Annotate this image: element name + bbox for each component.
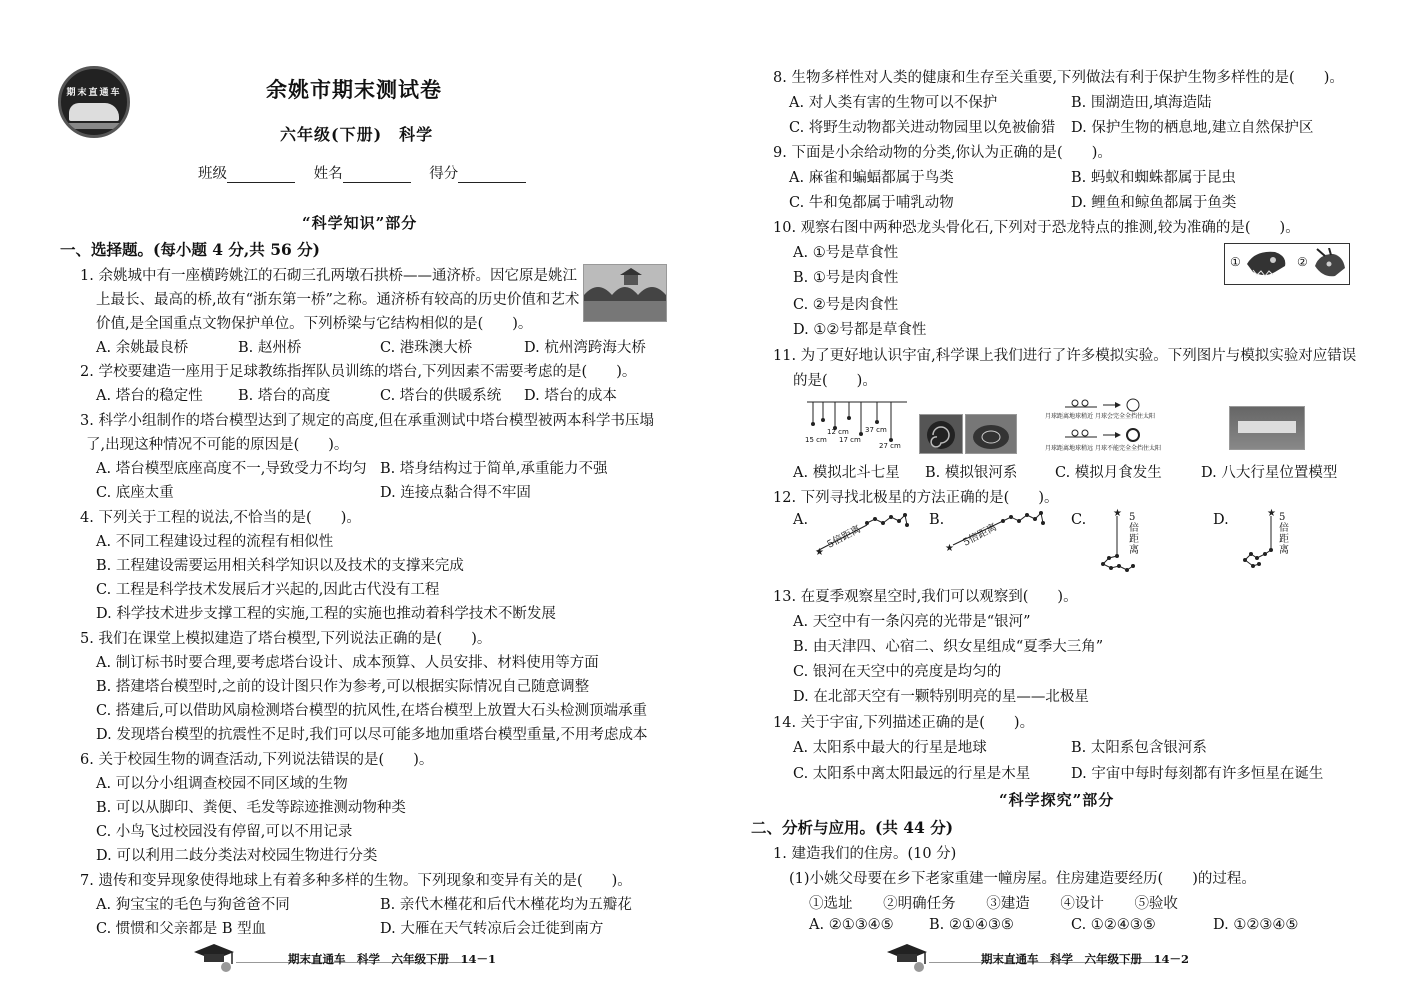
q2-option-d[interactable]: D. 塔台的成本 (524, 388, 617, 404)
svg-text:★: ★ (945, 543, 954, 554)
q12-option-c[interactable]: C. (1071, 512, 1087, 528)
dinosaur-skull-figure (1224, 243, 1350, 285)
step-1: ①选址 (809, 896, 853, 912)
logo-text: 期末直通车 (66, 88, 122, 98)
q14-option-c[interactable]: C. 太阳系中离太阳最远的行星是木星 (793, 766, 1031, 782)
q12-a-distance-label: 5倍距离 (825, 523, 863, 551)
q7-option-d[interactable]: D. 大雁在天气转凉后会迁徙到南方 (380, 921, 604, 937)
dist-label-3: 17 cm (839, 436, 861, 444)
lunar-eclipse-figure (1045, 395, 1162, 455)
bridge-photo (583, 264, 667, 322)
q4-option-a[interactable]: A. 不同工程建设过程的流程有相似性 (96, 534, 334, 550)
eclipse-label-2: 月球会完全全挡住太阳 (1095, 413, 1156, 420)
q11-option-c[interactable]: C. 模拟月食发生 (1055, 465, 1162, 481)
q3-option-b[interactable]: B. 塔身结构过于简单,承重能力不强 (380, 461, 608, 477)
q13-option-c[interactable]: C. 银河在天空中的亮度是均匀的 (793, 664, 1002, 680)
bridge-image-icon (584, 265, 666, 321)
q11-option-b[interactable]: B. 模拟银河系 (925, 465, 1018, 481)
part1-heading: 一、选择题。(每小题 4 分,共 56 分) (60, 240, 321, 259)
q6-stem: 6. 关于校园生物的调查活动,下列说法错误的是( )。 (80, 752, 434, 768)
planet-model-photo (1229, 406, 1305, 450)
q5-option-a[interactable]: A. 制订标书时要合理,要考虑塔台设计、成本预算、人员安排、材料使用等方面 (96, 655, 599, 671)
q1-option-a[interactable]: A. 余姚最良桥 (96, 340, 189, 356)
galaxy-model-photo-2 (965, 414, 1017, 454)
eclipse-label-1: 月球距离地球稍近 (1045, 413, 1094, 420)
q9-option-a[interactable]: A. 麻雀和蝙蝠都属于鸟类 (789, 170, 954, 186)
eclipse-label-3: 月球距离地球稍远 (1045, 445, 1094, 452)
q11-option-a[interactable]: A. 模拟北斗七星 (793, 465, 900, 481)
svg-text:★: ★ (1113, 508, 1122, 519)
score-blank[interactable] (458, 168, 526, 183)
part2-heading: 二、分析与应用。(共 44 分) (751, 818, 954, 837)
q3-option-d[interactable]: D. 连接点黏合得不牢固 (380, 485, 531, 501)
step-2: ②明确任务 (883, 896, 956, 912)
dist-label-2: 12 cm (827, 428, 849, 436)
q10-option-c[interactable]: C. ②号是肉食性 (793, 297, 899, 313)
q5-stem: 5. 我们在课堂上模拟建造了塔台模型,下列说法正确的是( )。 (80, 631, 492, 647)
polaris-method-b-figure (943, 505, 1053, 561)
q7-option-b[interactable]: B. 亲代木槿花和后代木槿花均为五瓣花 (380, 897, 632, 913)
q14-stem: 14. 关于宇宙,下列描述正确的是( )。 (773, 715, 1035, 731)
q2-option-a[interactable]: A. 塔台的稳定性 (96, 388, 203, 404)
b1-option-d[interactable]: D. ①②③④⑤ (1213, 917, 1299, 933)
footer-right: 期末直通车 科学 六年级下册 14－2 (981, 952, 1190, 966)
q10-option-b[interactable]: B. ①号是肉食性 (793, 270, 899, 286)
q3-option-a[interactable]: A. 塔台模型底座高度不一,导致受力不均匀 (96, 461, 367, 477)
b1-option-c[interactable]: C. ①②④③⑤ (1071, 917, 1156, 933)
dist-label-5: 27 cm (879, 442, 901, 450)
q6-option-c[interactable]: C. 小鸟飞过校园没有停留,可以不用记录 (96, 824, 353, 840)
section-inquiry-title: “科学探究”部分 (999, 791, 1115, 809)
q6-option-a[interactable]: A. 可以分小组调查校园不同区域的生物 (96, 776, 348, 792)
q10-option-d[interactable]: D. ①②号都是草食性 (793, 322, 927, 338)
student-fields (198, 162, 540, 183)
q12-stem: 12. 下列寻找北极星的方法正确的是( )。 (773, 490, 1059, 506)
triceratops-skull-icon (1311, 248, 1347, 280)
graduation-cap-icon-right (883, 940, 933, 974)
q3-option-c[interactable]: C. 底座太重 (96, 485, 174, 501)
right-page (707, 0, 1415, 1000)
q11-line2: 的是( )。 (793, 373, 877, 389)
track-decoration (61, 123, 130, 129)
b1-option-b[interactable]: B. ②①④③⑤ (929, 917, 1014, 933)
logo-badge (58, 66, 130, 138)
q12-option-a[interactable]: A. (793, 512, 809, 528)
dist-label-4: 37 cm (865, 426, 887, 434)
q1-line2: 上最长、最高的桥,故有“浙东第一桥”之称。通济桥有较高的历史价值和艺术 (96, 292, 580, 308)
q8-stem: 8. 生物多样性对人类的健康和生存至关重要,下列做法有利于保护生物多样性的是( )。 (773, 70, 1344, 86)
q3-line1: 3. 科学小组制作的塔台模型达到了规定的高度,但在承重测试中塔台模型被两本科学书压塌 (80, 413, 655, 429)
eclipse-label-4: 月球不能完全全挡住太阳 (1095, 445, 1162, 452)
q1-option-d[interactable]: D. 杭州湾跨海大桥 (524, 340, 646, 356)
q12-option-d[interactable]: D. (1213, 512, 1229, 528)
q4-option-b[interactable]: B. 工程建设需要运用相关科学知识以及技术的支撑来完成 (96, 558, 464, 574)
q9-stem: 9. 下面是小余给动物的分类,你认为正确的是( )。 (773, 145, 1112, 161)
q5-option-d[interactable]: D. 发现塔台模型的抗震性不足时,我们可以尽可能多地加重塔台模型重量,不用考虑成本 (96, 727, 648, 743)
svg-text:★: ★ (815, 547, 824, 558)
b1-heading: 1. 建造我们的住房。(10 分) (773, 846, 957, 862)
step-4: ④设计 (1060, 896, 1104, 912)
paper-strip (1238, 421, 1296, 433)
q9-option-b[interactable]: B. 蚂蚁和蜘蛛都属于昆虫 (1071, 170, 1236, 186)
galaxy-model-photo-1 (919, 414, 963, 454)
exam-subtitle: 六年级(下册) 科学 (280, 125, 434, 144)
q8-option-c[interactable]: C. 将野生动物都关进动物园里以免被偷猎 (789, 120, 1056, 136)
q6-option-d[interactable]: D. 可以利用二歧分类法对校园生物进行分类 (96, 848, 378, 864)
field-name-label: 姓名 (313, 166, 343, 182)
q11-line1: 11. 为了更好地认识宇宙,科学课上我们进行了许多模拟实验。下列图片与模拟实验对应错误 (773, 348, 1357, 364)
q12-d-distance-label: 5倍距离 (1279, 512, 1289, 556)
section-knowledge-title: “科学知识”部分 (302, 214, 418, 232)
q13-stem: 13. 在夏季观察星空时,我们可以观察到( )。 (773, 589, 1078, 605)
q9-option-d[interactable]: D. 鲤鱼和鲸鱼都属于鱼类 (1071, 195, 1237, 211)
q8-option-a[interactable]: A. 对人类有害的生物可以不保护 (789, 95, 998, 111)
big-dipper-model-figure (805, 398, 909, 450)
field-class-label: 班级 (198, 166, 227, 182)
svg-text:★: ★ (1267, 508, 1276, 519)
q4-option-c[interactable]: C. 工程是科学技术发展后才兴起的,因此古代没有工程 (96, 582, 440, 598)
q11-option-d[interactable]: D. 八大行星位置模型 (1201, 465, 1338, 481)
q4-option-d[interactable]: D. 科学技术进步支撑工程的实施,工程的实施也推动着科学技术不断发展 (96, 606, 556, 622)
q6-option-b[interactable]: B. 可以从脚印、粪便、毛发等踪迹推测动物种类 (96, 800, 406, 816)
q4-stem: 4. 下列关于工程的说法,不恰当的是( )。 (80, 510, 361, 526)
q12-b-distance-label: 5倍距离 (961, 521, 999, 549)
fossil-mark-1: ① (1230, 255, 1241, 269)
spiral-icon (920, 415, 962, 453)
exam-title: 余姚市期末测试卷 (266, 77, 442, 102)
q10-stem: 10. 观察右图中两种恐龙头骨化石,下列对于恐龙特点的推测,较为准确的是( )。 (773, 220, 1300, 236)
q1-line3: 价值,是全国重点文物保护单位。下列桥梁与它结构相似的是( )。 (96, 316, 533, 332)
q13-option-d[interactable]: D. 在北部天空有一颗特别明亮的星——北极星 (793, 689, 1089, 705)
b1-sub1-stem: (1)小姚父母要在乡下老家重建一幢房屋。住房建造要经历( )的过程。 (789, 871, 1256, 887)
b1-option-a[interactable]: A. ②①③④⑤ (809, 917, 894, 933)
q14-option-a[interactable]: A. 太阳系中最大的行星是地球 (793, 740, 987, 756)
field-score-label: 得分 (429, 166, 459, 182)
footer-left: 期末直通车 科学 六年级下册 14－1 (288, 952, 497, 966)
q2-option-b[interactable]: B. 塔台的高度 (238, 388, 331, 404)
b1-steps (809, 892, 1178, 913)
q12-c-distance-label: 5倍距离 (1129, 512, 1139, 556)
graduation-cap-icon (190, 940, 240, 974)
q14-option-b[interactable]: B. 太阳系包含银河系 (1071, 740, 1207, 756)
dist-label-1: 15 cm (805, 436, 827, 444)
q8-option-b[interactable]: B. 围湖造田,填海造陆 (1071, 95, 1212, 111)
q12-option-b[interactable]: B. (929, 512, 945, 528)
q1-option-c[interactable]: C. 港珠澳大桥 (380, 340, 473, 356)
q10-option-a[interactable]: A. ①号是草食性 (793, 245, 899, 261)
polaris-method-c-figure (1087, 506, 1157, 576)
q7-stem: 7. 遗传和变异现象使得地球上有着多种多样的生物。下列现象和变异有关的是( )。 (80, 873, 632, 889)
q7-option-a[interactable]: A. 狗宝宝的毛色与狗爸爸不同 (96, 897, 290, 913)
q3-line2: 了,出现这种情况不可能的原因是( )。 (86, 437, 349, 453)
q7-option-c[interactable]: C. 惯惯和父亲都是 B 型血 (96, 921, 267, 937)
q5-option-b[interactable]: B. 搭建塔台模型时,之前的设计图只作为参考,可以根据实际情况自己随意调整 (96, 679, 590, 695)
q5-option-c[interactable]: C. 搭建后,可以借助风扇检测塔台模型的抗风性,在塔台模型上放置大石头检测顶端承重 (96, 703, 648, 719)
q2-option-c[interactable]: C. 塔台的供暖系统 (380, 388, 502, 404)
left-page (0, 0, 707, 1000)
name-blank[interactable] (343, 168, 411, 183)
tyrannosaur-skull-icon (1245, 248, 1289, 280)
fossil-mark-2: ② (1297, 255, 1308, 269)
q14-option-d[interactable]: D. 宇宙中每时每刻都有许多恒星在诞生 (1071, 766, 1324, 782)
q9-option-c[interactable]: C. 牛和兔都属于哺乳动物 (789, 195, 954, 211)
q2-stem: 2. 学校要建造一座用于足球教练指挥队员训练的塔台,下列因素不需要考虑的是( )。 (80, 364, 637, 380)
q13-option-a[interactable]: A. 天空中有一条闪亮的光带是“银河” (793, 614, 1031, 630)
train-icon (69, 103, 119, 121)
q1-line1: 1. 余姚城中有一座横跨姚江的石砌三孔两墩石拱桥——通济桥。因它原是姚江 (80, 268, 577, 284)
q13-option-b[interactable]: B. 由天津四、心宿二、织女星组成“夏季大三角” (793, 639, 1104, 655)
step-3: ③建造 (986, 896, 1030, 912)
q8-option-d[interactable]: D. 保护生物的栖息地,建立自然保护区 (1071, 120, 1314, 136)
q1-option-b[interactable]: B. 赵州桥 (238, 340, 302, 356)
spiral-dish-icon (966, 415, 1016, 453)
class-blank[interactable] (227, 168, 295, 183)
step-5: ⑤验收 (1134, 896, 1178, 912)
